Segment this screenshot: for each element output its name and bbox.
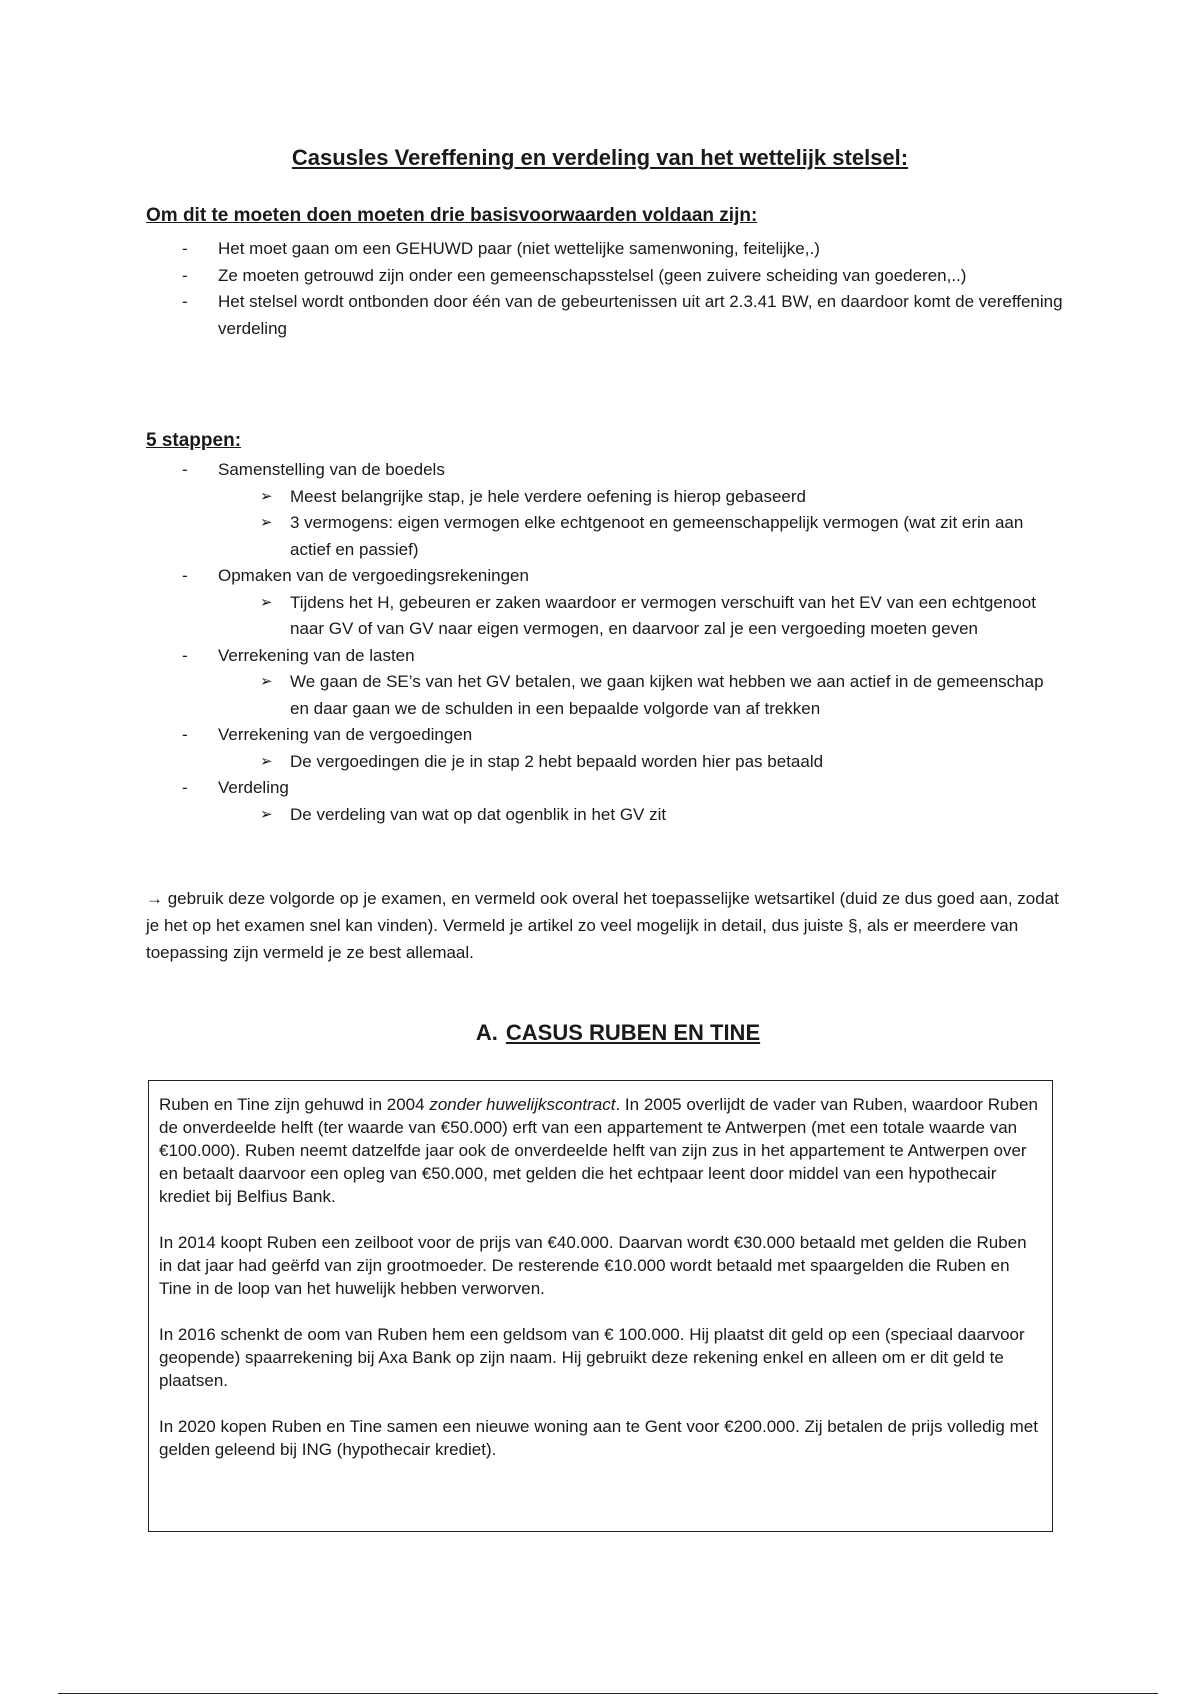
requirements-list [146, 236, 1066, 342]
section-label: CASUS RUBEN EN TINE [505, 1020, 761, 1045]
arrow-bullet-icon: ➢ [260, 673, 273, 690]
sub-list [218, 484, 1066, 564]
page-title: Casusles Vereffening en verdeling van het wettelijk stelsel: [291, 145, 909, 170]
steps-heading: 5 stappen: [146, 430, 242, 451]
exam-note: → gebruik deze volgorde op je examen, en vermeld ook overal het toepasselijke wetsartikel (duid ze dus goed aan, zodat je het op het examen snel kan vinden). Vermeld je artikel zo veel mogelijk in detail, dus juiste §, als er meerdere van toepassing zijn vermeld je ze best allemaal. [146, 889, 1059, 962]
dash-bullet: - [182, 292, 188, 311]
list-item: - Ze moeten getrouwd zijn onder een gemeenschapsstelsel (geen zuivere scheiding van goederen,..) [146, 263, 1066, 290]
sub-item: ➢ 3 vermogens: eigen vermogen elke echtgenoot en gemeenschappelijk vermogen (wat zit erin aan actief en passief) [218, 510, 1066, 563]
sub-list [218, 590, 1066, 643]
footer-divider [58, 1693, 1158, 1694]
dash-bullet: - [182, 566, 188, 585]
case-paragraph-3: In 2016 schenkt de oom van Ruben hem een geldsom van € 100.000. Hij plaatst dit geld op een (speciaal daarvoor geopende) spaarrekening bij Axa Bank op zijn naam. Hij gebruikt deze rekening enkel en alleen om er dit geld te plaatsen. [159, 1325, 1025, 1390]
dash-bullet: - [182, 778, 188, 797]
steps-list [146, 457, 1066, 828]
arrow-bullet-icon: ➢ [260, 805, 273, 823]
dash-bullet: - [182, 460, 188, 479]
sub-list [218, 802, 1066, 829]
arrow-bullet-icon: ➢ [260, 593, 273, 611]
list-item: - Het moet gaan om een GEHUWD paar (niet wettelijke samenwoning, feitelijke,.) [146, 236, 1066, 263]
step-item: - Verrekening van de lasten ➢ We gaan de SE’s van het GV betalen, we gaan kijken wat hebben we aan actief in de gemeenschap en daar gaan we de schulden in een bepaalde volgorde van af trekken [146, 643, 1066, 723]
sub-list [218, 669, 1066, 722]
dash-bullet: - [182, 645, 188, 665]
step-item: - Opmaken van de vergoedingsrekeningen ➢ Tijdens het H, gebeuren er zaken waardoor er vermogen verschuift van het EV van een echtgenoot naar GV of van GV naar eigen vermogen, en daarvoor zal je een vergoeding moeten geven [146, 563, 1066, 643]
list-item: - Het stelsel wordt ontbonden door één van de gebeurtenissen uit art 2.3.41 BW, en daardoor komt de vereffening verdeling [146, 289, 1066, 342]
case-paragraph-4: In 2020 kopen Ruben en Tine samen een nieuwe woning aan te Gent voor €200.000. Zij betalen de prijs volledig met gelden geleend bij ING (hypothecair krediet). [159, 1417, 1038, 1459]
section-letter: A. [475, 1020, 498, 1045]
dash-bullet: - [182, 239, 188, 258]
case-paragraph-1: Ruben en Tine zijn gehuwd in 2004 zonder huwelijkscontract. In 2005 overlijdt de vader van Ruben, waardoor Ruben de onverdeelde helft (ter waarde van €50.000) erft van een appartement te Antwerpen (met een totale waarde van €100.000). Ruben neemt datzelfde jaar ook de onverdeelde helft van zijn zus in het appartement te Antwerpen over en betaalt daarvoor een opleg van €50.000, met gelden die het echtpaar leent door middel van een hypothecair krediet bij Belfius Bank. [159, 1095, 1038, 1206]
step-item: - Verrekening van de vergoedingen ➢ De vergoedingen die je in stap 2 hebt bepaald worden hier pas betaald [146, 722, 1066, 775]
requirements-heading: Om dit te moeten doen moeten drie basisvoorwaarden voldaan zijn: [146, 205, 758, 226]
dash-bullet: - [182, 265, 188, 285]
sub-item: ➢ De verdeling van wat op dat ogenblik in het GV zit [218, 802, 1066, 829]
sub-list [218, 749, 1066, 776]
step-item: - Samenstelling van de boedels ➢ Meest belangrijke stap, je hele verdere oefening is hierop gebaseerd ➢ 3 vermogens: eigen vermogen elke echtgenoot en gemeenschappelijk vermogen (wat zit erin aan actief en passief) [146, 457, 1066, 563]
sub-item: ➢ Meest belangrijke stap, je hele verdere oefening is hierop gebaseerd [218, 484, 1066, 511]
sub-item: ➢ Tijdens het H, gebeuren er zaken waardoor er vermogen verschuift van het EV van een echtgenoot naar GV of van GV naar eigen vermogen, en daarvoor zal je een vergoeding moeten geven [218, 590, 1066, 643]
case-box [148, 1080, 1053, 1532]
dash-bullet: - [182, 725, 188, 744]
arrow-bullet-icon: ➢ [260, 514, 273, 531]
section-title [0, 1020, 1200, 1046]
case-paragraph-2: In 2014 koopt Ruben een zeilboot voor de prijs van €40.000. Daarvan wordt €30.000 betaald met gelden die Ruben in dat jaar had geërfd van zijn grootmoeder. De resterende €10.000 wordt betaald met spaargelden die Ruben en Tine in de loop van het huwelijk hebben verworven. [159, 1233, 1027, 1298]
sub-item: ➢ We gaan de SE’s van het GV betalen, we gaan kijken wat hebben we aan actief in de gemeenschap en daar gaan we de schulden in een bepaalde volgorde van af trekken [218, 669, 1066, 722]
arrow-bullet-icon: ➢ [260, 752, 273, 770]
arrow-bullet-icon: ➢ [260, 487, 273, 505]
sub-item: ➢ De vergoedingen die je in stap 2 hebt bepaald worden hier pas betaald [218, 749, 1066, 776]
step-item: - Verdeling ➢ De verdeling van wat op dat ogenblik in het GV zit [146, 775, 1066, 828]
